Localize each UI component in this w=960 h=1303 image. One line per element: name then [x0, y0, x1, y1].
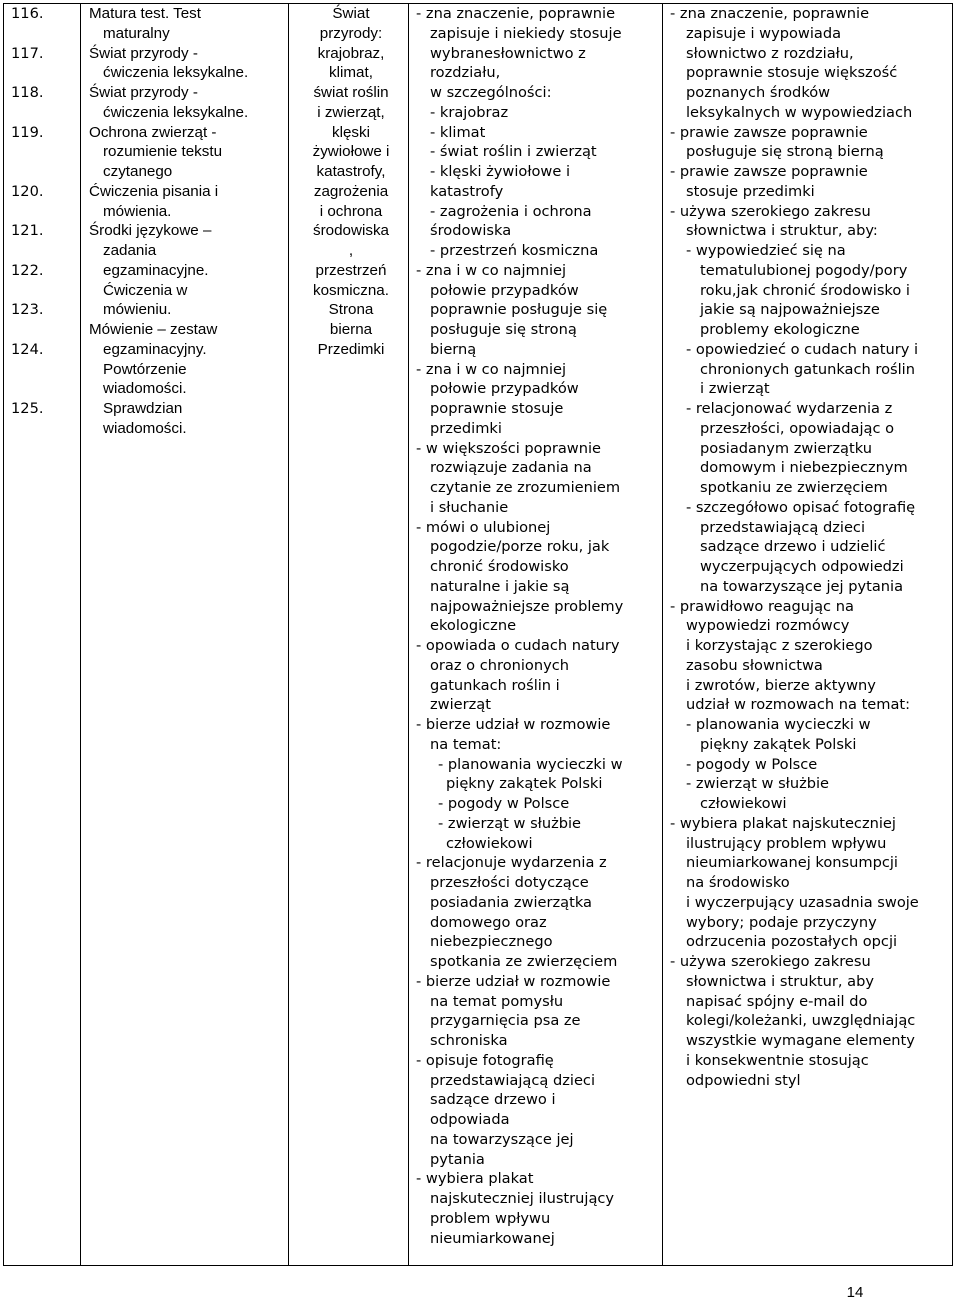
text-line: przedimki	[430, 419, 502, 437]
text-line: chronionych gatunkach roślin	[700, 360, 915, 378]
text-line: na temat:	[430, 735, 502, 753]
lesson-number: 116.	[11, 5, 44, 22]
text-line: posiadania zwierzątka	[430, 893, 592, 911]
lesson-number: 121.	[11, 222, 44, 240]
text-line: - wybiera plakat najskuteczniej	[670, 814, 896, 832]
lesson-plan-table	[3, 3, 953, 1266]
text-line: ćwiczenia leksykalne.	[103, 64, 249, 82]
text-line: schroniska	[430, 1032, 508, 1049]
text-line: egzaminacyjny.	[103, 340, 207, 358]
text-line: domowego oraz	[430, 913, 547, 931]
text-line: - opowiada o cudach natury	[416, 637, 620, 654]
text-line: bierną	[430, 340, 477, 358]
text-line: i korzystając z szerokiego	[686, 637, 873, 654]
text-line: napisać spójny e-mail do	[686, 992, 868, 1010]
text-line: Sprawdzian	[103, 400, 183, 417]
text-line: oraz o chronionych	[430, 656, 570, 674]
text-line: mówieniu.	[103, 301, 172, 319]
extended-requirements-column	[670, 4, 954, 1090]
text-line: - wypowiedzieć się na	[686, 242, 846, 259]
text-line: problem wpływu	[430, 1209, 551, 1227]
text-line: rozwiązuje zadania na	[430, 459, 592, 477]
text-line: bierna	[329, 321, 373, 338]
text-line: Ćwiczenia w	[103, 281, 188, 299]
text-line: przedstawiającą dzieci	[430, 1071, 596, 1089]
text-line: Świat przyrody -	[89, 84, 198, 101]
text-line: i zwrotów, bierze aktywny	[686, 676, 876, 694]
text-line: - zna znaczenie, poprawnie	[416, 5, 616, 22]
lesson-number-column	[11, 4, 81, 419]
text-line: posiadanym zwierzątku	[700, 439, 872, 457]
text-line: słownictwa i struktur, aby:	[686, 222, 878, 240]
text-line: tematulubionej pogody/pory	[700, 261, 908, 279]
text-line: Świat	[332, 5, 370, 22]
text-line: wybranesłownictwo z	[430, 44, 586, 62]
text-line: - zna i w co najmniej	[416, 360, 567, 378]
text-line: nieumiarkowanej	[430, 1229, 555, 1247]
text-line: posługuje się stroną bierną	[686, 143, 884, 161]
text-line: czytanie ze zrozumieniem	[430, 479, 621, 496]
text-line: katastrofy	[430, 182, 504, 200]
text-line: niebezpiecznego	[430, 933, 553, 951]
text-line: - pogody w Polsce	[438, 795, 570, 812]
text-line: i konsekwentnie stosując	[686, 1051, 869, 1069]
text-line: roku,jak chronić środowisko i	[700, 281, 910, 299]
text-line: ,	[348, 242, 354, 259]
text-line: odpowiada	[430, 1111, 510, 1128]
text-line: - zagrożenia i ochrona	[430, 202, 592, 220]
text-line: poprawnie stosuje	[430, 400, 564, 417]
text-line: - wybiera plakat	[416, 1170, 534, 1188]
text-line: odpowiedni styl	[686, 1071, 801, 1089]
text-line: klimat,	[329, 64, 373, 82]
text-line: nieumiarkowanej konsumpcji	[686, 854, 898, 872]
text-line: domowym i niebezpiecznym	[700, 459, 908, 477]
text-line: wypowiedzi rozmówcy	[686, 617, 850, 635]
content-column	[302, 4, 400, 360]
text-line: ilustrujący problem wpływu	[686, 834, 887, 852]
text-line: rozdziału,	[430, 64, 501, 82]
text-line: poprawnie stosuje większość	[686, 64, 898, 82]
text-line: - przestrzeń kosmiczna	[430, 242, 599, 259]
text-line: - klimat	[430, 123, 486, 141]
text-line: i słuchanie	[430, 498, 509, 516]
text-line: udział w rozmowach na temat:	[686, 696, 911, 714]
text-line: krajobraz,	[317, 44, 385, 62]
text-line: Strona	[328, 301, 374, 319]
lesson-number: 125.	[11, 400, 44, 417]
text-line: - szczegółowo opisać fotografię	[686, 498, 916, 516]
basic-requirements-column	[416, 4, 666, 1248]
text-line: pogodzie/porze roku, jak	[430, 538, 610, 556]
text-line: - zna i w co najmniej	[416, 261, 567, 279]
text-line: przyrody:	[319, 24, 383, 42]
text-line: człowiekowi	[446, 834, 533, 852]
lesson-number: 123.	[11, 301, 44, 319]
text-line: - pogody w Polsce	[686, 755, 818, 773]
text-line: przedstawiającą dzieci	[700, 518, 866, 536]
text-line: na temat pomysłu	[430, 992, 564, 1010]
text-line: na towarzyszące jej pytania	[700, 577, 904, 595]
text-line: - bierze udział w rozmowie	[416, 972, 611, 990]
text-line: - opowiedzieć o cudach natury i	[686, 340, 919, 358]
text-line: odrzucenia pozostałych opcji	[686, 933, 898, 951]
text-line: wiadomości.	[103, 419, 187, 437]
lesson-number: 124.	[11, 340, 44, 358]
text-line: pytania	[430, 1150, 485, 1168]
text-line: świat roślin	[313, 84, 389, 101]
text-line: słownictwa i struktur, aby	[686, 972, 874, 990]
text-line: leksykalnych w wypowiedziach	[686, 103, 913, 121]
text-line: - prawie zawsze poprawnie	[670, 123, 868, 141]
lesson-number: 119.	[11, 123, 44, 141]
text-line: Ćwiczenia pisania i	[89, 182, 219, 200]
text-line: sadzące drzewo i udzielić	[700, 538, 886, 556]
text-line: kolegi/koleżanki, uwzględniając	[686, 1012, 916, 1030]
text-line: wybory; podaje przyczyny	[686, 913, 877, 931]
text-line: - prawidłowo reagując na	[670, 597, 854, 615]
text-line: problemy ekologiczne	[700, 321, 860, 338]
text-line: spotkania ze zwierzęciem	[430, 953, 618, 970]
text-line: środowiska	[430, 222, 512, 240]
text-line: przeszłości, opowiadając o	[700, 419, 895, 437]
text-line: - opisuje fotografię	[416, 1051, 554, 1069]
text-line: - bierze udział w rozmowie	[416, 716, 611, 733]
text-line: piękny zakątek Polski	[446, 775, 603, 793]
text-line: Matura test. Test	[89, 5, 201, 22]
text-line: gatunkach roślin i	[430, 676, 560, 694]
text-line: zapisuje i niekiedy stosuje	[430, 24, 622, 42]
lesson-number: 120.	[11, 182, 44, 200]
text-line: Przedimki	[317, 340, 385, 358]
text-line: Powtórzenie	[103, 360, 187, 378]
text-line: połowie przypadków	[430, 281, 579, 299]
text-line: słownictwo z rozdziału,	[686, 44, 854, 62]
text-line: rozumienie tekstu	[103, 143, 223, 161]
text-line: sadzące drzewo i	[430, 1091, 556, 1109]
text-line: - krajobraz	[430, 103, 509, 121]
text-line: egzaminacyjne.	[103, 261, 209, 279]
text-line: najskuteczniej ilustrujący	[430, 1190, 615, 1207]
text-line: Mówienie – zestaw	[89, 321, 218, 338]
text-line: żywiołowe i	[312, 143, 390, 161]
text-line: - zna znaczenie, poprawnie	[670, 5, 870, 22]
text-line: wyczerpujących odpowiedzi	[700, 558, 904, 575]
text-line: posługuje się stroną	[430, 321, 577, 338]
text-line: - planowania wycieczki w	[686, 716, 871, 733]
text-line: - używa szerokiego zakresu	[670, 202, 871, 220]
text-line: kosmiczna.	[313, 281, 389, 299]
text-line: wiadomości.	[103, 380, 187, 398]
text-line: - relacjonować wydarzenia z	[686, 400, 893, 417]
lesson-number: 122.	[11, 261, 44, 279]
column-divider	[408, 4, 409, 1265]
text-line: zadania	[103, 242, 157, 259]
text-line: katastrofy,	[316, 163, 386, 180]
text-line: na środowisko	[686, 874, 790, 891]
text-line: wszystkie wymagane elementy	[686, 1032, 915, 1049]
text-line: jakie są najpoważniejsze	[700, 301, 880, 319]
text-line: - relacjonuje wydarzenia z	[416, 854, 607, 872]
text-line: Ochrona zwierząt -	[89, 123, 217, 141]
text-line: poznanych środków	[686, 84, 831, 101]
text-line: ekologiczne	[430, 617, 517, 635]
text-line: - mówi o ulubionej	[416, 518, 551, 536]
text-line: czytanego	[103, 163, 173, 180]
text-line: - używa szerokiego zakresu	[670, 953, 871, 970]
page-number: 14	[846, 1284, 864, 1301]
text-line: i zwierząt,	[317, 103, 385, 121]
lesson-number: 118.	[11, 84, 44, 101]
text-line: i zwierząt	[700, 380, 770, 398]
text-line: - klęski żywiołowe i	[430, 163, 571, 180]
text-line: - prawie zawsze poprawnie	[670, 163, 868, 180]
text-line: - w większości poprawnie	[416, 439, 602, 457]
text-line: stosuje przedimki	[686, 182, 815, 200]
text-line: - świat roślin i zwierząt	[430, 143, 597, 161]
text-line: poprawnie posługuje się	[430, 301, 608, 319]
text-line: spotkaniu ze zwierzęciem	[700, 479, 888, 496]
text-line: zagrożenia	[313, 182, 389, 200]
text-line: w szczególności:	[430, 84, 552, 101]
lesson-topic-column	[89, 4, 289, 439]
text-line: - planowania wycieczki w	[438, 755, 623, 773]
text-line: ćwiczenia leksykalne.	[103, 103, 249, 121]
text-line: zasobu słownictwa	[686, 656, 823, 674]
text-line: człowiekowi	[700, 795, 787, 812]
lesson-number: 117.	[11, 44, 44, 62]
text-line: zwierząt	[430, 696, 491, 714]
text-line: przeszłości dotyczące	[430, 874, 589, 891]
text-line: mówienia.	[103, 202, 172, 220]
text-line: środowiska	[313, 222, 389, 240]
text-line: przestrzeń	[315, 261, 387, 279]
text-line: przygarnięcia psa ze	[430, 1012, 581, 1030]
text-line: naturalne i jakie są	[430, 577, 570, 595]
text-line: - zwierząt w służbie	[438, 814, 582, 832]
text-line: klęski	[332, 123, 370, 141]
text-line: zapisuje i wypowiada	[686, 24, 842, 42]
text-line: chronić środowisko	[430, 558, 569, 575]
text-line: i ochrona	[319, 202, 383, 220]
text-line: połowie przypadków	[430, 380, 579, 398]
text-line: - zwierząt w służbie	[686, 775, 830, 793]
text-line: i wyczerpujący uzasadnia swoje	[686, 893, 919, 911]
text-line: maturalny	[103, 24, 170, 42]
text-line: najpoważniejsze problemy	[430, 597, 624, 615]
text-line: Świat przyrody -	[89, 44, 198, 62]
text-line: na towarzyszące jej	[430, 1130, 574, 1148]
text-line: piękny zakątek Polski	[700, 735, 857, 753]
text-line: Środki językowe –	[89, 222, 212, 240]
